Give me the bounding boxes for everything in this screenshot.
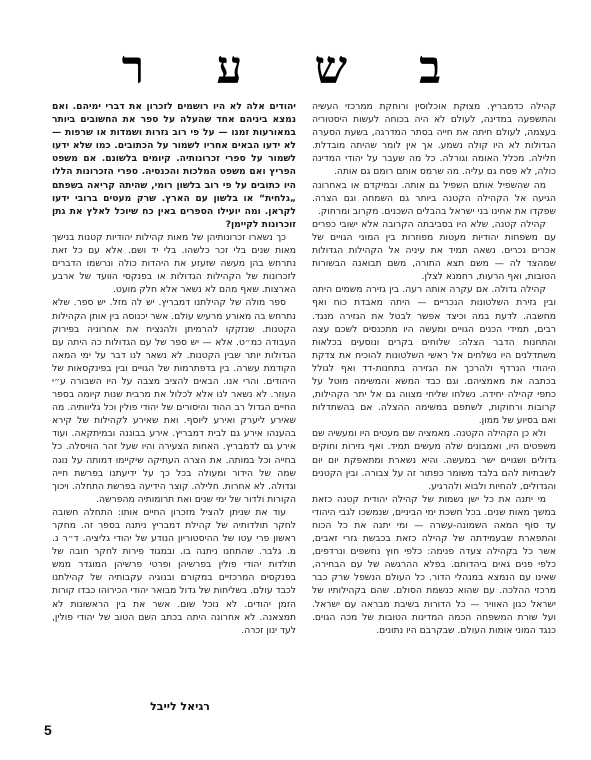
paragraph: מה שהשפיל אותם השפיל גם אותה. ובמיקדם או באחרונה הגיעה אל הקהילה הקטנה ביותר גם השמחה וגם הצרה. שפקדו את אחינו בני ישראל בהבלים השכנים. מקרוב ומרחוק. [312,179,556,217]
paragraph: קהילה כדמבריץ. מצוּקת אוכלוסין ורוחקת ממרכזי העשיה והתשפעה במדינה, לעולם לא היה בכוחה לעשות היסטוריה בעצמה, לעולם חיתה את חייה בסתר המדרגה, בשעת הסערה הגדולות לא היו קולה נשמע. אך אין לומר שהיתה מובדלת. חלילה. מכלל האומה וגורלה. כל מה שעבר על יהודי המדינה כולה, לא פסח גם עליה. מה שרמס אותם רומם גם אותה. [312,101,556,178]
text-column-right [312,100,556,735]
paragraph: עוד את שניתן להציל מזכרון החיים אותו: התחלה חשובה לחקר תולדותיה של קהילת דמבריץ ניתנה בספר זה. מחקר ראשון פרי עטו של ההיסטוריון הנודע של יהודי גליציה. ד״ר נ. מ. גלבר. שהתחנו ניתנה בו. ובמגוד פירות לחקר חובה של תולדות יהודי פולין בפרשיהן ופרטי פרשיהן המוגדר ממש בפנקסים המרכזיים במקורם ובנוגיה עקבותיה של קהילתנו לכבד עולם. בשליחות של גדול מבואר יהודי הכירוהו כבדו קורות הזמן יהודים. לא נוכל שום. אשר את בין הראשונות לא תמצאנה. לא אחרונה היתה בכתב השם הטוב של יהודי פולין, לעד ינון זכרה. [52,506,296,636]
paragraph: ולא כן הקהילה הקטנה. מאמציה שם מעטים היו ומעשיה שם משפטים היו, ואמבונים שלה מעשים תמיד. ואף גזירות וחוקים גדולים ושגויים ישר במעשה. והיא נשארת ומתאפקת יום יום לשבתיות להם בלבד משומר כפתור זה על צבורה. ובין הקטנים והגדולים, להחיות ולבוא ולהרגיע. [312,428,556,492]
paragraph: קהילה גדולה. אם עקרה אותה רעה. בין גזירה משמים היתה ובין גזירת השלטונות הנכריים — היתה מאבדת כוח ואף מחשבה. לדעת במה וכיצד אפשר לבטל את הגזירה מנגד. רבים, תמידי הכנים הגויים ומעשה היו מתכנסים לשכם עצה והתחנות הדבר הצלה: שלוחים בקרים ונוסעים בכלאות משתדלנים היו נשלחים אל ראשי השלטונות להוכיח את צדקת היהודי הנרדף ולהרכך את הגזירה בתחנות-דד ואף לגולל בכתבה את מאמציהם. וגם כבד המשא והמשימה מוטל על כתפי קהילה יחידה. נשלחו שליחי מצווה גם אל יתר הקהילות, קרובות ורחוקות, לשתפם במשימה ההצלה. אם בהשתדלות ואם בסיוע של ממון. [312,284,556,427]
page-number: 5 [44,722,52,738]
paragraph: קהילה קטנה, שלא היו בסביבתה הקרובה אלא ישובי כפרים עם משפחות יהודיות מעטות מפוזרות בין המוני הגויים של אכרים נכרים. נשאה תמיד את עיניה אל הקהילות הגדולות שמהצד לה — משם תצא התורה, משם תבואנה הבשורות הטובות, ואף הרעות, רחמנא לצלן. [312,218,556,283]
author-signature: רגיאל לייבל [150,700,210,713]
paragraph: מי יתנה את כל ישן נשמות של קהילה יהודית קטנה כזאת במשך מאות שנים. בכל חשכת ימי הביניים, שנמשכו לגבי היהודי עד סוף המאה השמונה-עשרה — ומי יתנה את כל הכוח והתפארת שבעמידתה של קהילה כזאת בכבשת גזרי זאבים, אשר כל בקהילה צעדה פנימה: כלפי חוץ נחשפים ונרדפים, כלפי פנים גאים ביהדותם. בפלא ההרגשה של עם הבחירה, שאינו עם הנמצא במנהלי הדור. כל העולם הנשפל שרק כבר מרכזי ההלכה. עם שהוא כנשמת הסולם. שהם בקהילותיו של ישראל כגון האוויר — כל הדורות בשיבת מבראה עם ישראל. ועל שורת המשפחה הכמה המדינות הטובות של מכה הגוים. כנגד המוני אומות העולם. שבקרבם היו נתונים. [312,493,556,636]
paragraph: כך נשארו זכרונותיהן של מאות קהילות יהודיות קטנות בנישך מאות שנים בלי זכר כלשהו. בלי יד ושם. אלא עם כל זאת נתרחש בהן מעשה שזעזע את היהדות כולה ונרשמו הדברים לזכרונות של הקהילות הגדולות או בפנקסי הוועד של ארבע הארצות. שאף מהם לא נשאר אלא חלק מועט. [52,231,296,296]
paragraph: ספר מולה של קהילתנו דמבריץ. יש לה מזל. יש ספר. שלא נתרחש בה מאורע מרעיש עולם. אשר יכנוסה בין אותן הקהילות הקטנות. שנזקקו להרמיתן ולהנציח את אחרוניה בפירוק העבודה כמ״ט. אלא — יש ספר של עם הגדולות כה היתה עם הגדולות יותר שבין הקטנות. לא נשאר לנו דבר על ימי המאה הקודמת עשרה. בין בדפתרמות של הגויים ובין בפינקסאות של היהודים. והרי אנו. הבאים להציב מצבה על היו השבורה ע״י העוזר. לא נשאר לנו אלא לכלול את מרבית שנות קיומה בספר החיים הגדול רב ההוד והיסורים של יהודי פולין וכל גליוותיה. מה שאירע ליערק ואירע ליוסף. ואת שאירע לקהילות של קירא בהענהו אירע גם לבית דמבריץ. אירע בבוננה ובמיתקאה. ועוד אירע גם לדמבריץ. האחות הצעירה והיו שעל זהר הוויסלה. כל בחייה וכל במותה. את הצרה העתיקה שיקיימו דמותה על נוגה שמה של הידור ומעולה בכל כך על ידיעתנו בפרשת חייה וגדולה. לא אחרות. חלילה. קוצר הידיעה בפרשת התחלה. ויכוך הקורות ולדור של ימי שנים ואת תרומותיה מהפרשה. [52,297,296,505]
text-column-left [52,100,296,735]
paragraph: יהודים אלה לא היו רושמים לזכרון את דברי ימיהם. ואם נמצא ביניהם אחד שהעלה על ספר את החשובים ביותר במאורעות זמנו — על פי רוב גזרות ושמדות או שרפות — לא ידעו הבאים אחריו לשמור על הכתובים. כמו שלא ידעו לשמור על ספרי זכרונותיה. קיומים בלשונם. אם משפט הפריץ ואם משפט המלכות והכנסיה. ספרי הזכרונות הללו היו כתובים על פי רוב בלשון רומי, שהיתה קריאה בשפתם „גלחית“ או בלשון עם הארץ. שרק מעטים ברובי ידעו לקראן. ומה יועילו הספרים באין כח שיוכל לאלץ את גתן זוכרונות לקיימן? [52,101,296,230]
page-title: ב ש ע ר [121,40,470,94]
